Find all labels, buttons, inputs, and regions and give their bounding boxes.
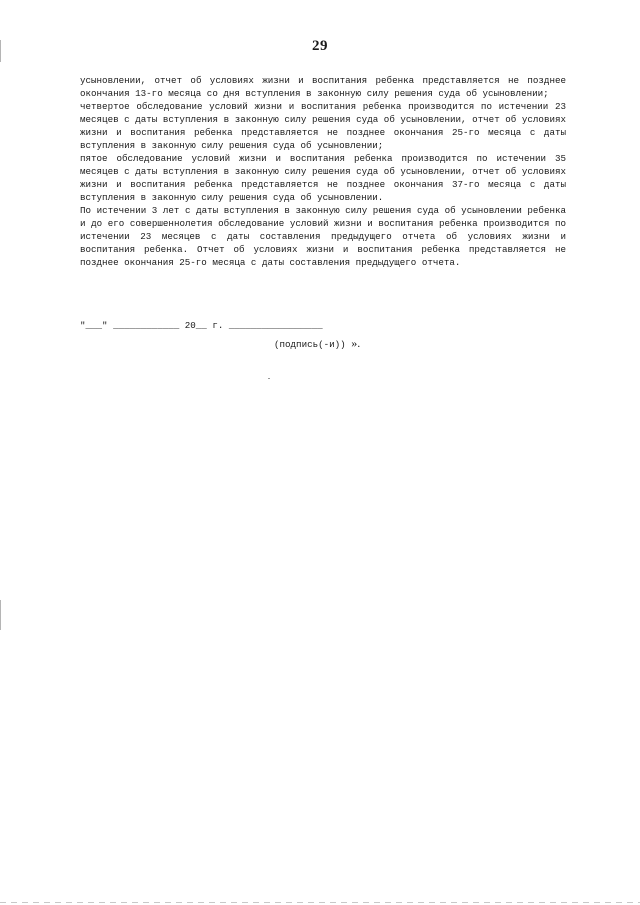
signature-date-line: "___" ____________ 20__ г. _________________ <box>80 320 323 331</box>
closing-quote: ». <box>351 336 361 350</box>
paragraph-after-three-years: По истечении 3 лет с даты вступления в законную силу решения суда об усыновлении ребенка и до его совершеннолетия обследование условий жизни и воспитания ребенка производится по истечении 23 месяцев с даты составления предыдущего отчета об условиях жизни и воспитания ребенка. Отчет об условиях жизни и воспитания ребенка представляется не позднее окончания 25-го месяца с даты составления предыдущего отчета. <box>80 205 566 268</box>
document-body <box>80 74 566 269</box>
paragraph-fourth-inspection: четвертое обследование условий жизни и воспитания ребенка производится по истечении 23 месяцев с даты вступления в законную силу решения суда об усыновлении, отчет об условиях жизни и воспитания ребенка представляется не позднее окончания 25-го месяца с даты вступления в законную силу решения суда об усыновлении; <box>80 101 566 151</box>
signature-caption-block <box>274 336 360 351</box>
signature-caption: (подпись(-и)) <box>274 339 346 350</box>
paragraph-fifth-inspection: пятое обследование условий жизни и воспитания ребенка производится по истечении 35 месяцев с даты вступления в законную силу решения суда об усыновлении, отчет об условиях жизни и воспитания ребенка представляется не позднее окончания 37-го месяца с даты вступления в законную силу решения суда об усыновлении. <box>80 153 566 203</box>
page-number: 29 <box>312 38 328 54</box>
scan-speck <box>268 378 270 379</box>
scan-left-edge-mark <box>0 600 1 630</box>
paragraph-continuation: усыновлении, отчет об условиях жизни и воспитания ребенка представляется не позднее окончания 13-го месяца со дня вступления в законную силу решения суда об усыновлении; <box>80 75 566 99</box>
scan-bottom-edge <box>0 902 640 903</box>
